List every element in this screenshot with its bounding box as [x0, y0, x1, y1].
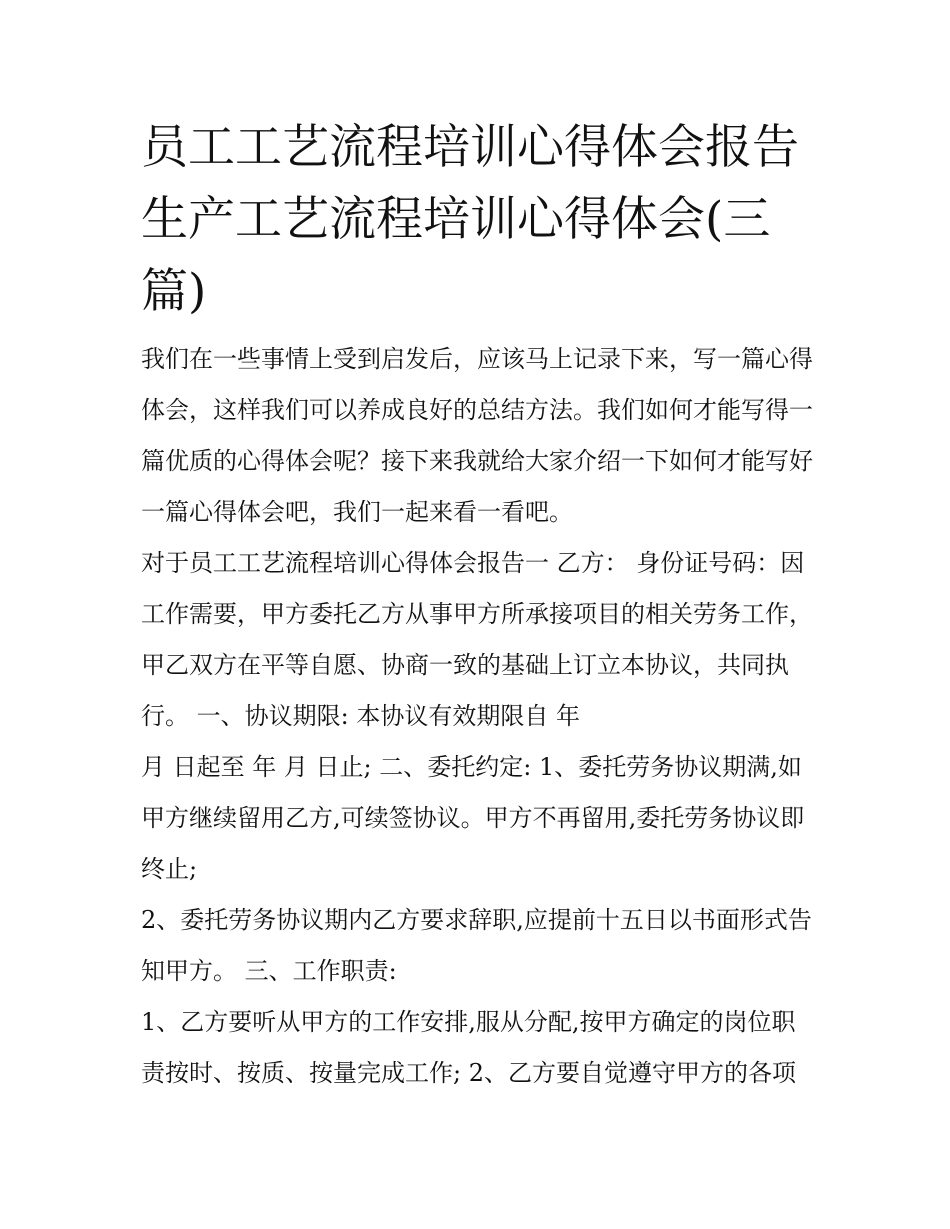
paragraph-intro: 我们在一些事情上受到启发后，应该马上记录下来，写一篇心得体会，这样我们可以养成良好的总结方法。我们如何才能写得一篇优质的心得体会呢？接下来我就给大家介绍一下如何才能写好一篇心得体会吧，我们一起来看一看吧。 — [141, 345, 813, 526]
paragraph-agreement-term: 月 日起至 年 月 日止; 二、委托约定: 1、委托劳务协议期满,如甲方继续留用乙方,可续签协议。甲方不再留用,委托劳务协议即终止; — [141, 753, 805, 883]
paragraph-duties: 1、乙方要听从甲方的工作安排,服从分配,按甲方确定的岗位职责按时、按质、按量完成工作; 2、乙方要自觉遵守甲方的各项 — [141, 1008, 796, 1087]
paragraph-agreement-intro: 对于员工工艺流程培训心得体会报告一 乙方： 身份证号码：因工作需要，甲方委托乙方从事甲方所承接项目的相关劳务工作，甲乙双方在平等自愿、协商一致的基础上订立本协议，共同执行。 一、协议期限: 本协议有效期限自 年 — [141, 549, 813, 730]
document-body — [141, 112, 813, 1099]
paragraph-resignation: 2、委托劳务协议期内乙方要求辞职,应提前十五日以书面形式告知甲方。 三、工作职责: — [141, 906, 812, 985]
document-title: 员工工艺流程培训心得体会报告 生产工艺流程培训心得体会(三篇) — [141, 120, 799, 319]
